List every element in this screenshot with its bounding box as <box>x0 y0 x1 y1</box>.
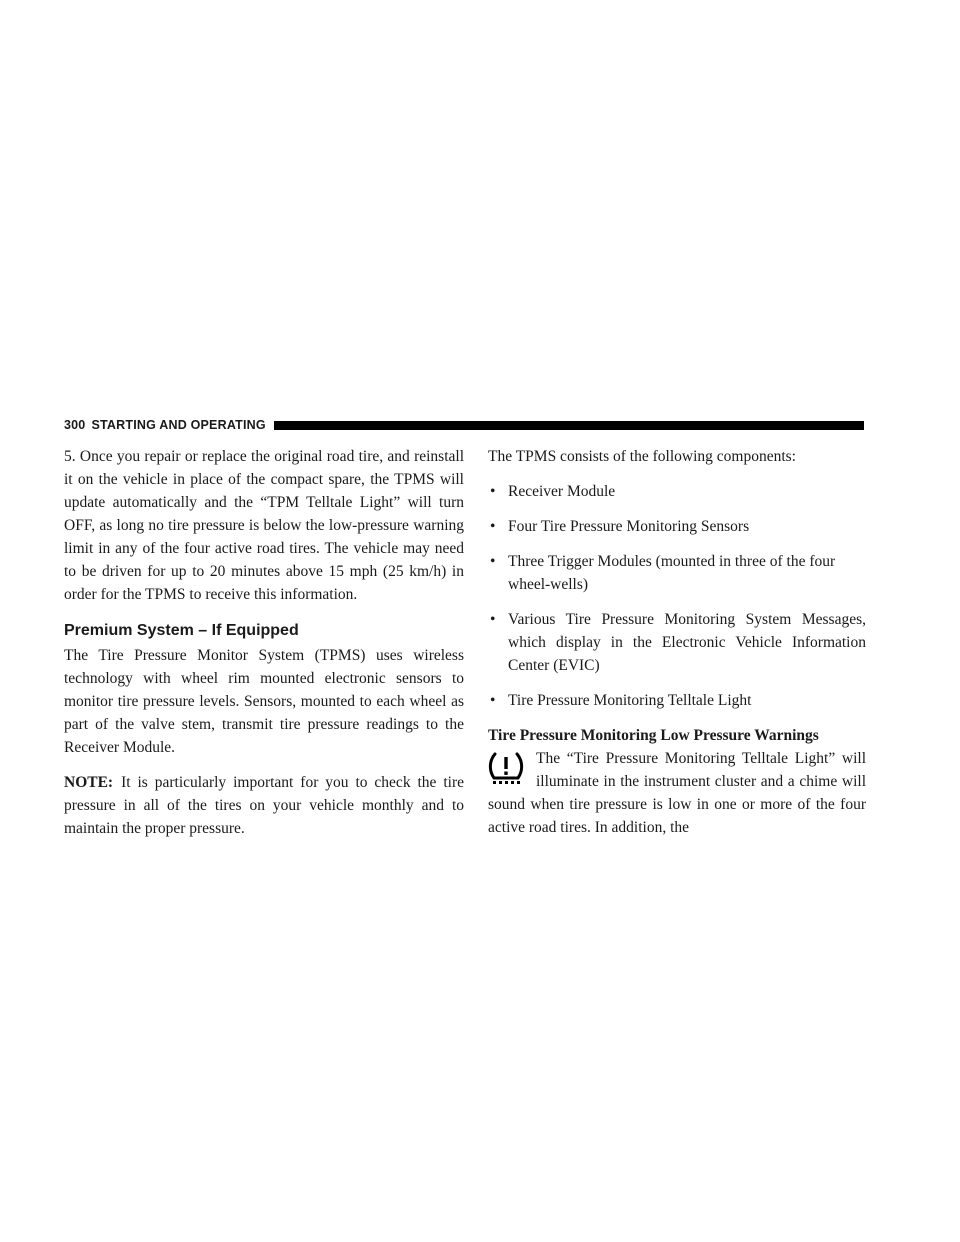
heading-low-pressure-warnings: Tire Pressure Monitoring Low Pressure Warnings <box>488 727 819 744</box>
section-title: STARTING AND OPERATING <box>91 418 266 432</box>
list-item: • Three Trigger Modules (mounted in three of the four wheel-wells) <box>488 550 866 596</box>
note-paragraph <box>64 771 464 840</box>
components-list <box>488 480 866 712</box>
list-item: • Tire Pressure Monitoring Telltale Light <box>488 689 866 712</box>
tire-pressure-warning-icon <box>488 751 524 785</box>
bullet-glyph: • <box>490 483 496 500</box>
heading-premium-system: Premium System – If Equipped <box>64 622 299 639</box>
right-column <box>488 445 866 839</box>
page-header <box>64 418 864 432</box>
warning-block <box>488 747 866 839</box>
components-intro: The TPMS consists of the following components: <box>488 448 796 465</box>
paragraph-road-tire: 5. Once you repair or replace the original road tire, and reinstall it on the vehicle in place of the compact spare, the TPMS will update automatically and the “TPM Telltale Light” will turn OFF, as long no tire pressure is below the low-pressure warning limit in any of the four active road tires. The vehicle may need to be driven for up to 20 minutes above 15 mph (25 km/h) in order for the TPMS to receive this information. <box>64 448 464 603</box>
bullet-glyph: • <box>490 611 496 628</box>
bullet-glyph: • <box>490 518 496 535</box>
paragraph-tpms-description: The Tire Pressure Monitor System (TPMS) uses wireless technology with wheel rim mounted electronic sensors to monitor tire pressure levels. Sensors, mounted to each wheel as part of the valve stem, transmit tire pressure readings to the Receiver Module. <box>64 647 464 756</box>
header-rule <box>274 421 864 430</box>
list-item: • Receiver Module <box>488 480 866 503</box>
list-item: • Four Tire Pressure Monitoring Sensors <box>488 515 866 538</box>
list-item: • Various Tire Pressure Monitoring System Messages, which display in the Electronic Vehicle Information Center (EVIC) <box>488 608 866 677</box>
note-label: NOTE: <box>64 774 114 791</box>
note-text: It is particularly important for you to check the tire pressure in all of the tires on your vehicle monthly and to maintain the proper pressure. <box>64 774 464 837</box>
bullet-glyph: • <box>490 692 496 709</box>
bullet-glyph: • <box>490 553 496 570</box>
page-number: 300 <box>64 418 86 432</box>
left-column <box>64 445 464 852</box>
warning-text: The “Tire Pressure Monitoring Telltale Light” will illuminate in the instrument cluster and a chime will sound when tire pressure is low in one or more of the four active road tires. In addition, the <box>488 750 866 836</box>
